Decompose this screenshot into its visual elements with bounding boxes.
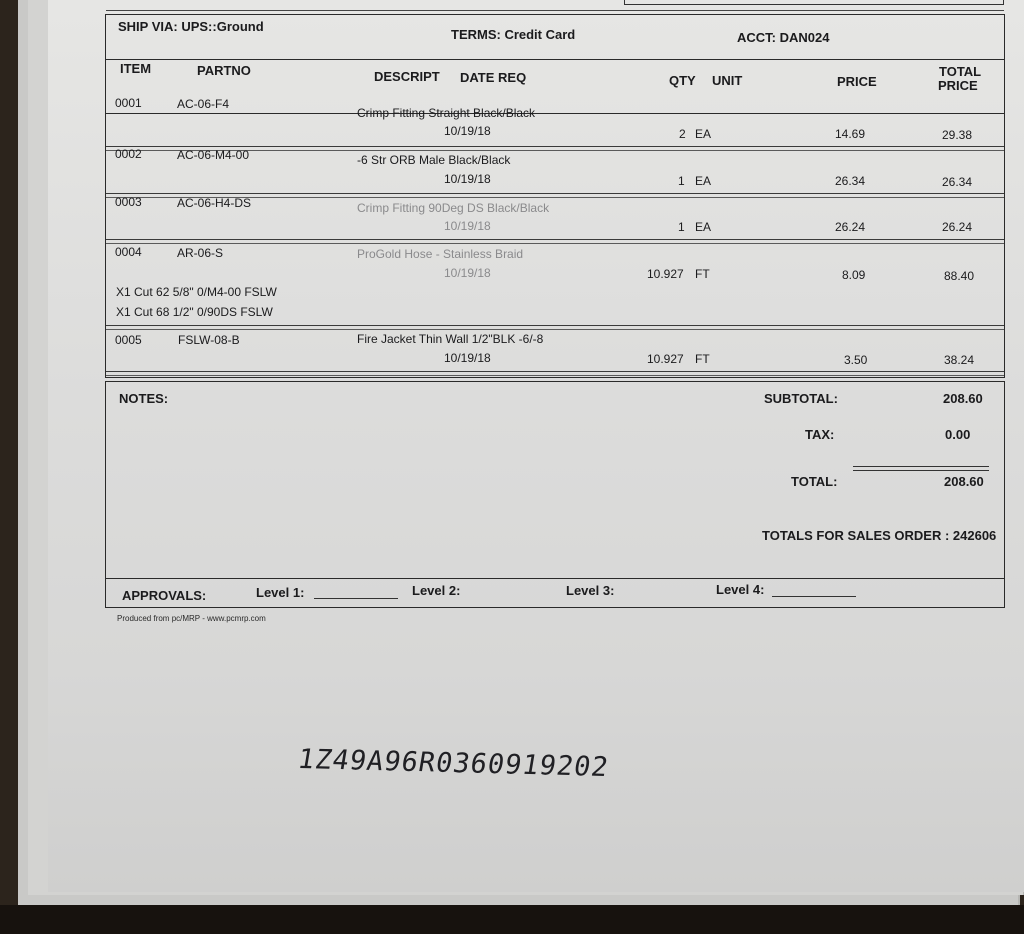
part-number: AR-06-S <box>177 246 224 260</box>
subtotal-value: 208.60 <box>943 391 983 406</box>
line-total: 38.24 <box>944 353 975 367</box>
description: ProGold Hose - Stainless Braid <box>357 247 524 261</box>
line-total: 26.34 <box>942 175 973 189</box>
item-number: 0002 <box>115 147 142 161</box>
unit: FT <box>695 352 710 366</box>
column-headers <box>106 59 1004 114</box>
col-partno: PARTNO <box>197 63 251 78</box>
quantity: 1 <box>678 174 685 188</box>
col-qty: QTY <box>669 73 696 88</box>
unit-price: 26.24 <box>835 220 866 234</box>
col-date-req: DATE REQ <box>460 70 527 85</box>
description: Crimp Fitting 90Deg DS Black/Black <box>357 201 550 215</box>
description: Crimp Fitting Straight Black/Black <box>357 106 536 120</box>
unit: EA <box>695 174 712 188</box>
account: ACCT: DAN024 <box>737 30 830 45</box>
line-total: 88.40 <box>944 269 975 283</box>
tax-value: 0.00 <box>945 427 971 442</box>
item-number: 0005 <box>115 333 142 347</box>
item-number: 0003 <box>115 195 142 209</box>
part-number: AC-06-F4 <box>177 97 230 111</box>
col-total-price-bottom: PRICE <box>938 78 978 93</box>
part-number: FSLW-08-B <box>178 333 240 347</box>
tax-label: TAX: <box>805 427 835 442</box>
total-label: TOTAL: <box>791 474 838 489</box>
level-1-signature-line <box>314 598 398 599</box>
date-required: 10/19/18 <box>444 351 491 365</box>
unit-price: 14.69 <box>835 127 866 141</box>
item-number: 0004 <box>115 245 142 259</box>
quantity: 2 <box>679 127 686 141</box>
quantity: 1 <box>678 220 685 234</box>
line-items-frame <box>105 14 1005 378</box>
unit-price: 8.09 <box>842 268 866 282</box>
col-unit: UNIT <box>712 73 743 88</box>
total-value: 208.60 <box>944 474 984 489</box>
level-4-signature-line <box>772 596 856 597</box>
approval-level-1: Level 1: <box>256 585 305 600</box>
approval-level-3: Level 3: <box>566 583 615 598</box>
order-header-row <box>106 15 1004 60</box>
col-item: ITEM <box>120 61 152 76</box>
total-rule <box>853 466 989 471</box>
description: -6 Str ORB Male Black/Black <box>357 153 511 167</box>
unit-price: 3.50 <box>844 353 868 367</box>
sales-order-total: TOTALS FOR SALES ORDER : 242606 <box>762 528 997 543</box>
row-divider <box>106 371 1004 376</box>
approval-level-2: Level 2: <box>412 583 461 598</box>
col-price: PRICE <box>837 74 877 89</box>
unit-price: 26.34 <box>835 174 866 188</box>
ship-via: SHIP VIA: UPS::Ground <box>118 19 264 34</box>
cut-note-2: X1 Cut 68 1/2" 0/90DS FSLW <box>116 305 273 319</box>
notes-label: NOTES: <box>119 391 169 406</box>
footer-credit: Produced from pc/MRP - www.pcmrp.com <box>117 614 266 623</box>
row-divider <box>106 325 1004 330</box>
date-required: 10/19/18 <box>444 124 491 138</box>
cut-note-1: X1 Cut 62 5/8" 0/M4-00 FSLW <box>116 285 277 299</box>
handwritten-tracking-code: 1Z49A96R0360919202 <box>295 743 612 784</box>
approvals-row <box>105 577 1005 608</box>
part-number: AC-06-H4-DS <box>177 196 252 210</box>
table-surface <box>0 905 1024 934</box>
approvals-label: APPROVALS: <box>122 588 207 603</box>
date-required: 10/19/18 <box>444 219 491 233</box>
line-total: 26.24 <box>942 220 973 234</box>
row-divider <box>106 239 1004 244</box>
line-total: 29.38 <box>942 128 973 142</box>
col-total-price-top: TOTAL <box>939 64 982 79</box>
subtotal-label: SUBTOTAL: <box>764 391 838 406</box>
approval-level-4: Level 4: <box>716 582 765 597</box>
col-descript: DESCRIPT <box>374 69 440 84</box>
terms: TERMS: Credit Card <box>451 27 576 42</box>
unit: FT <box>695 267 710 281</box>
date-required: 10/19/18 <box>444 266 491 280</box>
unit: EA <box>695 127 712 141</box>
date-required: 10/19/18 <box>444 172 491 186</box>
notes-and-totals <box>105 381 1005 579</box>
item-number: 0001 <box>115 96 142 110</box>
quantity: 10.927 <box>647 267 684 281</box>
unit: EA <box>695 220 712 234</box>
quantity: 10.927 <box>647 352 684 366</box>
previous-section-edge <box>106 0 1004 11</box>
description: Fire Jacket Thin Wall 1/2"BLK -6/-8 <box>357 332 544 346</box>
part-number: AC-06-M4-00 <box>177 148 250 162</box>
